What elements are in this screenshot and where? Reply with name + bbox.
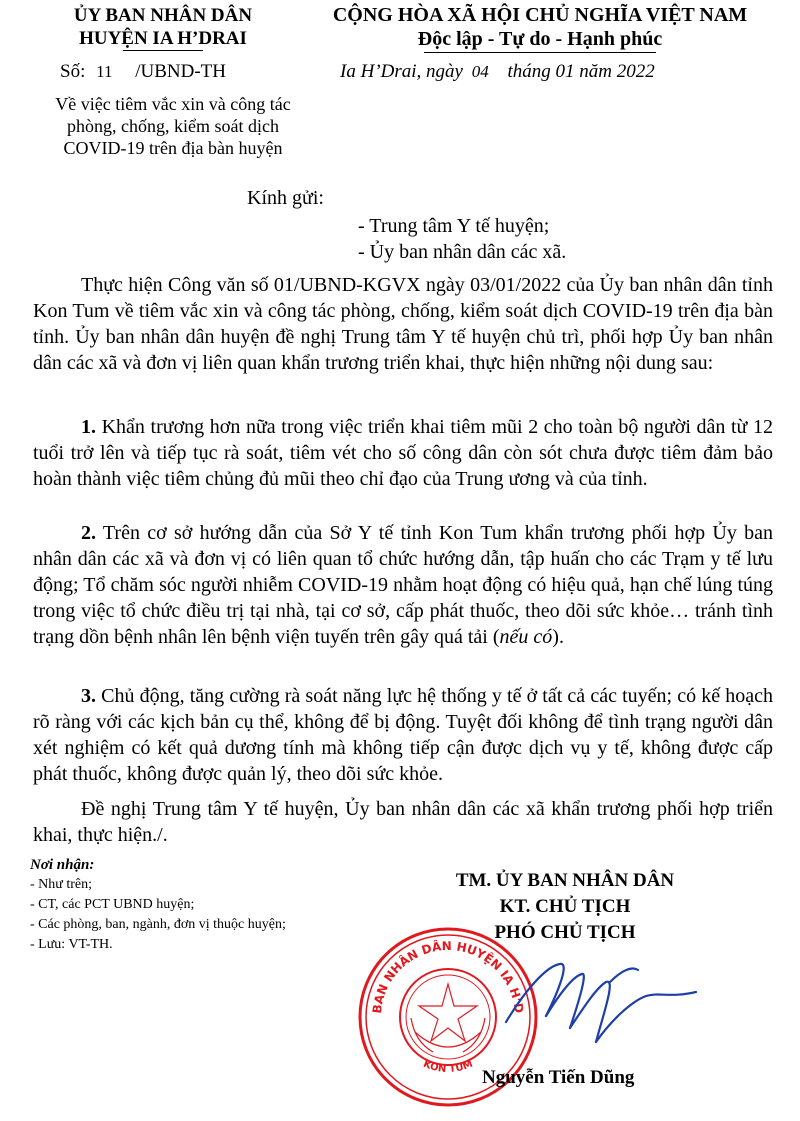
document-number — [60, 61, 226, 83]
agency-header — [38, 4, 288, 51]
item-3-text: Chủ động, tăng cường rà soát năng lực hệ thống y tế ở tất cả các tuyến; có kế hoạch rõ ràng với các kịch bản cụ thể, không để bị động. Tuyệt đối không để tình trạng người dân xét nghiệm có kết quả dương tính mà không tiếp cận được dịch vụ y tế, không được cấp phát thuốc, không được quản lý, theo dõi sức khỏe. — [33, 685, 773, 785]
date-year: 2022 — [616, 61, 655, 82]
agency-underline — [123, 50, 203, 51]
place-label: Ia H’Drai, ngày — [340, 61, 463, 82]
body-item-2 — [33, 520, 773, 650]
subject-line2: phòng, chống, kiểm soát dịch — [67, 116, 279, 136]
date-day: 04 — [471, 62, 489, 81]
subject-line3: COVID-19 trên địa bàn huyện — [63, 138, 283, 158]
recipients-label: Kính gửi: — [247, 187, 324, 209]
svg-text:KON TUM — [421, 1059, 474, 1075]
nation-name: CỘNG HÒA XÃ HỘI CHỦ NGHĨA VIỆT NAM — [332, 4, 748, 26]
nation-header — [300, 4, 780, 53]
distribution-item: - Lưu: VT-TH. — [30, 937, 113, 952]
item-2-end: ). — [552, 626, 564, 648]
recipient-item: - Ủy ban nhân dân các xã. — [358, 241, 567, 263]
date-month: 01 — [555, 61, 575, 82]
item-2-italic: nếu có — [499, 626, 553, 648]
distribution-item: - Các phòng, ban, ngành, đơn vị thuộc huyện; — [30, 917, 286, 932]
item-2-number: 2. — [81, 522, 96, 544]
distribution-list — [30, 855, 370, 955]
body-closing: Đề nghị Trung tâm Y tế huyện, Ủy ban nhân dân các xã khẩn trương phối hợp triển khai, thực hiện./. — [33, 798, 773, 846]
doc-number-value: 11 — [96, 62, 113, 81]
year-label: năm — [579, 61, 612, 82]
motto-underline — [424, 52, 656, 53]
month-label: tháng — [507, 61, 551, 82]
signer-org: TM. ỦY BAN NHÂN DÂN — [455, 870, 675, 891]
body-item-1 — [33, 414, 773, 492]
agency-name-line1: ỦY BAN NHÂN DÂN — [73, 5, 253, 26]
subject-line1: Về việc tiêm vắc xin và công tác — [55, 94, 291, 114]
signature-icon — [500, 952, 700, 1070]
body-item-3 — [33, 683, 773, 787]
signer-title: PHÓ CHỦ TỊCH — [494, 922, 636, 943]
item-1-number: 1. — [81, 416, 96, 438]
signer-delegation: KT. CHỦ TỊCH — [499, 896, 631, 917]
signer-name: Nguyễn Tiến Dũng — [482, 1067, 635, 1088]
document-subject — [28, 93, 318, 159]
doc-number-suffix: /UBND-TH — [135, 61, 227, 82]
item-2-text: Trên cơ sở hướng dẫn của Sở Y tế tỉnh Kon Tum khẩn trương phối hợp Ủy ban nhân dân các xã và đơn vị có liên quan tổ chức hướng dẫn, tập huấn cho các Trạm y tế lưu động; Tổ chăm sóc người nhiễm COVID-19 nhằm hoạt động có hiệu quả, hạn chế lúng túng trong việc tổ chức điều trị tại nhà, tại cơ sở, cấp phát thuốc, theo dõi sức khỏe… tránh tình trạng dồn bệnh nhân lên bệnh viện tuyến trên gây quá tải ( — [33, 522, 773, 648]
seal-top-text: BAN NHÂN DÂN HUYỆN IA H’D — [369, 938, 527, 1015]
item-1-text: Khẩn trương hơn nữa trong việc triển khai tiêm mũi 2 cho toàn bộ người dân từ 12 tuổi trở lên và tiếp tục rà soát, tiêm vét cho số công dân còn sót chưa được tiêm đảm bảo hoàn thành việc tiêm chủng đủ mũi theo chỉ đạo của Trung ương và của tỉnh. — [33, 416, 773, 490]
place-date — [340, 61, 655, 83]
seal-bottom-text: KON TUM — [421, 1058, 475, 1076]
doc-number-prefix: Số: — [60, 61, 86, 82]
distribution-item: - Như trên; — [30, 877, 93, 892]
item-3-number: 3. — [81, 685, 96, 707]
nation-motto: Độc lập - Tự do - Hạnh phúc — [417, 28, 663, 50]
body-intro: Thực hiện Công văn số 01/UBND-KGVX ngày 03/01/2022 của Ủy ban nhân dân tỉnh Kon Tum về tiêm vắc xin và công tác phòng, chống, kiểm soát dịch COVID-19 trên địa bàn tỉnh. Ủy ban nhân dân huyện đề nghị Trung tâm Y tế huyện chủ trì, phối hợp Ủy ban nhân dân các xã và đơn vị liên quan khẩn trương triển khai, thực hiện những nội dung sau: — [33, 274, 773, 374]
agency-name-line2: HUYỆN IA H’DRAI — [79, 28, 247, 49]
distribution-item: - CT, các PCT UBND huyện; — [30, 897, 195, 912]
handwritten-signature — [500, 952, 700, 1070]
recipient-item: - Trung tâm Y tế huyện; — [358, 215, 550, 237]
distribution-title: Nơi nhận: — [30, 857, 95, 873]
